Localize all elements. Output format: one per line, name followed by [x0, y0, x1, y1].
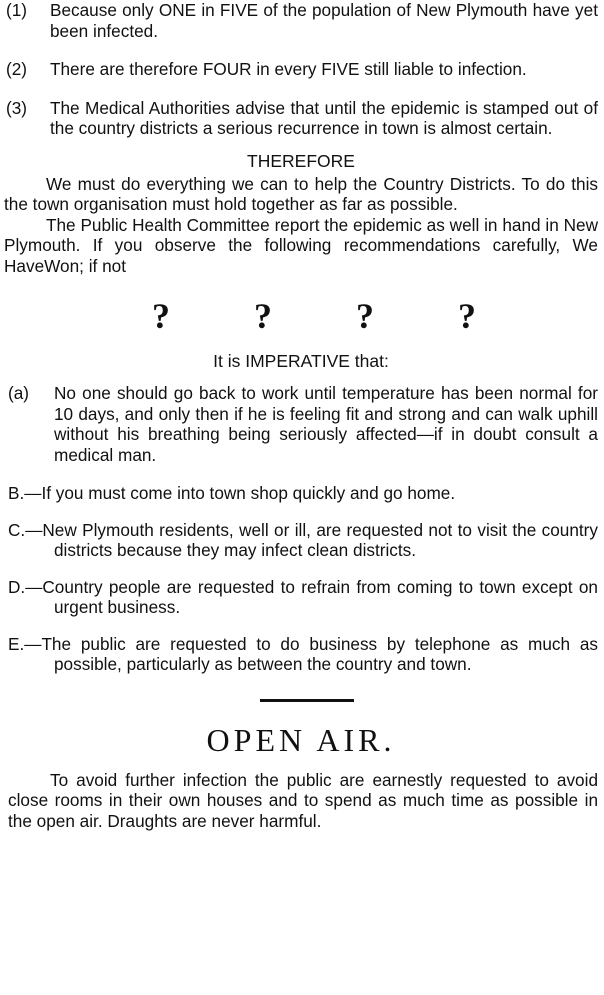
- rule-text: The public are requested to do business by telephone as much as possible, particularly as between the country and town.: [41, 633, 598, 674]
- open-air-paragraph: To avoid further infection the public are earnestly requested to avoid close rooms in their own houses and to spend as much time as possible in the open air. Draughts are never harmful.: [8, 769, 598, 831]
- reason-number: (2): [6, 59, 28, 79]
- reason-1: [4, 0, 598, 41]
- therefore-heading: THEREFORE: [247, 150, 355, 171]
- section-divider: [260, 699, 354, 702]
- reason-3: [4, 98, 598, 139]
- question-mark: ?: [356, 296, 374, 336]
- reason-text: There are therefore FOUR in every FIVE still liable to infection.: [50, 59, 527, 79]
- rule-text: If you must come into town shop quickly and go home.: [41, 483, 456, 503]
- rule-d: [4, 577, 598, 618]
- rule-text: New Plymouth residents, well or ill, are requested not to visit the country districts because they may infect clean districts.: [42, 519, 598, 560]
- reason-2: [4, 59, 598, 80]
- question-mark: ?: [458, 296, 476, 336]
- rule-label: E.—: [8, 633, 42, 654]
- reason-number: (3): [6, 97, 28, 118]
- rule-label: D.—: [8, 576, 43, 597]
- paragraph-country-districts: We must do everything we can to help the Country Districts. To do this the town organisation must hold together as far as possible.: [4, 173, 598, 214]
- rule-c: [4, 520, 598, 561]
- reason-text: Because only ONE in FIVE of the population of New Plymouth have yet been infected.: [50, 0, 598, 41]
- rule-label: C.—: [8, 519, 43, 540]
- rule-e: [4, 634, 598, 675]
- reason-text: The Medical Authorities advise that until the epidemic is stamped out of the country districts a serious recurrence in town is almost certain.: [50, 97, 598, 138]
- rule-a: [4, 383, 598, 465]
- rule-text: No one should go back to work until temperature has been normal for 10 days, and only then if he is feeling fit and strong and can walk uphill without his breathing being seriously affected—if in doubt consult a medical man.: [54, 383, 598, 465]
- question-marks-row: [4, 296, 598, 336]
- question-mark: ?: [254, 296, 272, 336]
- open-air-title: OPEN AIR.: [206, 721, 396, 758]
- rule-text: Country people are requested to refrain from coming to town except on urgent business.: [42, 576, 598, 617]
- paragraph-public-health: The Public Health Committee report the epidemic as well in hand in New Plymouth. If you observe the following recommendations carefully, We HaveWon; if not: [4, 214, 598, 276]
- reason-number: (1): [6, 0, 28, 20]
- question-mark: ?: [152, 296, 170, 336]
- imperative-heading: It is IMPERATIVE that:: [213, 351, 389, 371]
- rule-b: [4, 483, 598, 504]
- rule-label: B.—: [8, 483, 42, 503]
- rule-label: (a): [8, 383, 30, 403]
